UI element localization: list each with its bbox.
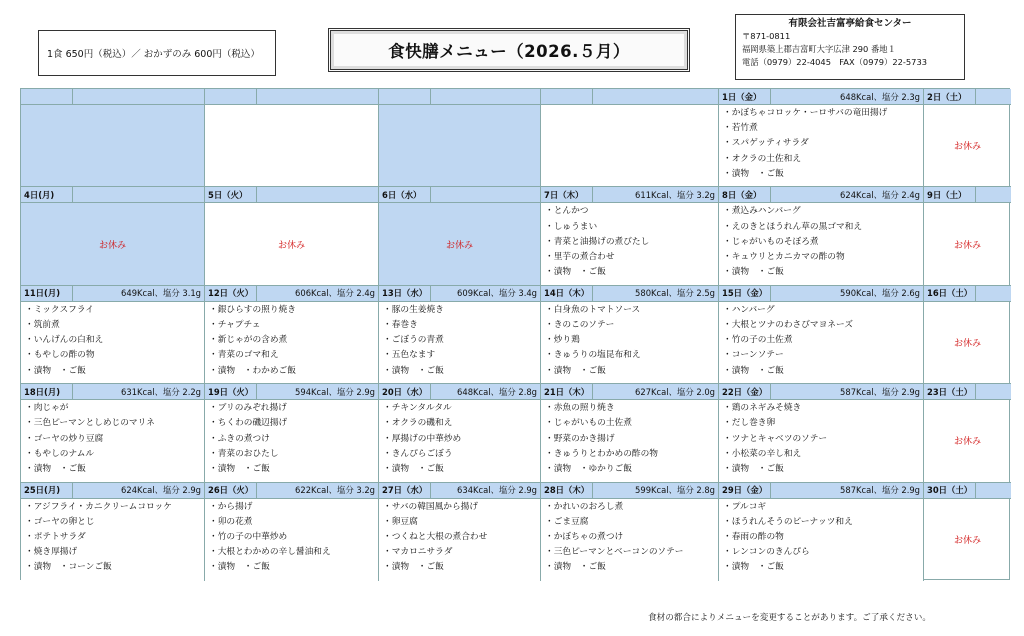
menu-item: ・大根とわかめの辛し醤油和え: [209, 547, 331, 558]
menu-list: [719, 105, 923, 186]
day-header: [719, 286, 923, 302]
day-header: [21, 384, 204, 400]
menu-list: [541, 203, 718, 284]
day-header: [924, 89, 1011, 105]
title-frame: [328, 28, 690, 72]
menu-item: ・新じゃがの含め煮: [209, 335, 288, 346]
day-date: 11日(月): [21, 286, 73, 301]
day-header: [379, 187, 540, 203]
menu-item: ・ほうれんそうのピーナッツ和え: [723, 516, 853, 527]
column-tuesday: [205, 89, 379, 581]
menu-item: ・竹の子の中華炒め: [209, 531, 288, 542]
day-cell: [719, 89, 923, 187]
day-date: 20日（水）: [379, 384, 431, 399]
menu-item: ・プルコギ: [723, 501, 767, 512]
menu-item: ・いんげんの白和え: [25, 335, 104, 346]
column-wednesday: [379, 89, 541, 581]
menu-item: ・漬物 ・ご飯: [25, 365, 86, 376]
menu-list: [541, 499, 718, 581]
day-nutrition: 648Kcal、塩分 2.8g: [457, 386, 537, 397]
day-cell: [541, 286, 718, 384]
company-name: 有限会社吉富亭給食センター: [788, 18, 912, 29]
menu-item: ・煮込みハンバーグ: [723, 206, 801, 217]
day-cell: [205, 89, 378, 187]
day-cell: [541, 483, 718, 581]
day-cell: [21, 89, 204, 187]
day-date: 12日（火）: [205, 286, 257, 301]
day-cell: [924, 187, 1011, 285]
day-date: 23日（土）: [924, 384, 976, 399]
menu-list: [379, 499, 540, 581]
day-nutrition: 606Kcal、塩分 2.4g: [295, 288, 375, 299]
day-cell: [21, 384, 204, 482]
menu-item: ・しゅうまい: [545, 221, 598, 232]
menu-item: ・ごま豆腐: [545, 516, 589, 527]
day-header: [205, 187, 378, 203]
day-date: [541, 89, 593, 104]
day-header: [719, 483, 923, 499]
day-date: 4日(月): [21, 187, 73, 202]
menu-item: ・漬物 ・ご飯: [209, 463, 270, 474]
day-header: [205, 483, 378, 499]
day-header: [21, 89, 204, 105]
day-nutrition: 587Kcal、塩分 2.9g: [840, 485, 920, 496]
menu-item: ・青菜のおひたし: [209, 448, 279, 459]
menu-item: ・豚の生姜焼き: [383, 304, 444, 315]
day-header: [541, 483, 718, 499]
day-cell: [719, 187, 923, 285]
holiday-label: お休み: [379, 203, 540, 284]
day-nutrition: 649Kcal、塩分 3.1g: [121, 288, 201, 299]
menu-item: ・オクラの土佐和え: [723, 153, 802, 164]
day-cell: [719, 286, 923, 384]
menu-item: ・漬物 ・ご飯: [723, 267, 784, 278]
holiday-label: お休み: [953, 437, 981, 448]
day-nutrition: [431, 187, 540, 202]
day-date: 5日（火）: [205, 187, 257, 202]
menu-item: ・きゅうりとわかめの酢の物: [545, 448, 658, 459]
menu-item: ・だし巻き卵: [723, 418, 776, 429]
menu-item: ・ごぼうの青煮: [383, 335, 444, 346]
menu-item: ・じゃがいものそぼろ煮: [723, 236, 819, 247]
day-header: [379, 89, 540, 105]
day-cell: [924, 384, 1011, 482]
menu-list: [205, 499, 378, 581]
empty-cell-body: [21, 105, 204, 186]
day-date: 7日（木）: [541, 187, 593, 202]
day-header: [541, 286, 718, 302]
menu-item: ・春巻き: [383, 319, 418, 330]
menu-item: ・竹の子の土佐煮: [723, 335, 793, 346]
day-header: [21, 187, 204, 203]
menu-list: [379, 400, 540, 481]
menu-item: ・チャプチェ: [209, 319, 261, 330]
day-cell: [205, 384, 378, 482]
menu-list: [719, 302, 923, 383]
day-cell: [924, 286, 1011, 384]
menu-item: ・漬物 ・わかめご飯: [209, 365, 296, 376]
menu-item: ・とんかつ: [545, 206, 589, 217]
menu-item: ・漬物 ・ゆかりご飯: [545, 463, 632, 474]
day-cell: [379, 384, 540, 482]
day-nutrition: [73, 89, 204, 104]
holiday-label: お休み: [953, 338, 981, 349]
menu-item: ・春雨の酢の物: [723, 531, 784, 542]
day-date: 8日（金）: [719, 187, 771, 202]
day-nutrition: [73, 187, 204, 202]
day-header: [924, 483, 1011, 499]
day-date: [205, 89, 257, 104]
day-nutrition: 599Kcal、塩分 2.8g: [635, 485, 715, 496]
day-date: 6日（水）: [379, 187, 431, 202]
menu-item: ・スパゲッティサラダ: [723, 138, 809, 149]
column-monday: [21, 89, 205, 581]
day-nutrition: 624Kcal、塩分 2.4g: [840, 189, 920, 200]
menu-list: [379, 302, 540, 383]
company-address: 福岡県築上郡吉富町大字広津 290 番地１: [742, 44, 896, 54]
menu-list: [719, 203, 923, 284]
day-header: [379, 286, 540, 302]
day-header: [205, 89, 378, 105]
menu-list: [21, 499, 204, 581]
day-date: 22日（金）: [719, 384, 771, 399]
day-header: [379, 384, 540, 400]
menu-item: ・かぼちゃの煮つけ: [545, 531, 624, 542]
day-cell: [379, 187, 540, 285]
menu-list: [205, 400, 378, 481]
day-date: 18日(月): [21, 384, 73, 399]
menu-item: ・小松菜の辛し和え: [723, 448, 802, 459]
day-nutrition: 634Kcal、塩分 2.9g: [457, 485, 537, 496]
holiday-label: お休み: [953, 240, 981, 251]
day-date: 15日（金）: [719, 286, 771, 301]
menu-item: ・青菜と油揚げの煮びたし: [545, 236, 650, 247]
menu-item: ・五色なます: [383, 350, 436, 361]
menu-item: ・きのこのソテー: [545, 319, 615, 330]
day-cell: [924, 483, 1011, 581]
menu-list: [21, 400, 204, 481]
menu-item: ・漬物 ・ご飯: [545, 562, 606, 573]
menu-item: ・オクラの磯和え: [383, 418, 453, 429]
price-text: 1食 650円（税込）／ おかずのみ 600円（税込）: [47, 49, 260, 60]
menu-item: ・肉じゃが: [25, 403, 69, 414]
menu-item: ・焼き厚揚げ: [25, 547, 78, 558]
menu-item: ・ふきの煮つけ: [209, 433, 270, 444]
day-nutrition: 580Kcal、塩分 2.5g: [635, 288, 715, 299]
menu-item: ・里芋の煮合わせ: [545, 252, 615, 262]
menu-calendar: [20, 88, 1010, 580]
day-header: [719, 89, 923, 105]
menu-list: [541, 302, 718, 383]
day-date: 26日（火）: [205, 483, 257, 498]
day-nutrition: [257, 89, 378, 104]
day-header: [924, 187, 1011, 203]
menu-item: ・漬物 ・ご飯: [383, 365, 444, 376]
day-nutrition: [593, 89, 718, 104]
menu-item: ・ブリのみぞれ揚げ: [209, 403, 287, 414]
day-date: 29日（金）: [719, 483, 771, 498]
day-cell: [541, 187, 718, 285]
menu-list: [541, 400, 718, 481]
menu-item: ・銀ひらすの照り焼き: [209, 304, 296, 315]
day-nutrition: [976, 187, 1011, 202]
day-date: 9日（土）: [924, 187, 976, 202]
menu-item: ・きんぴらごぼう: [383, 448, 453, 459]
menu-item: ・えのきとほうれん草の黒ゴマ和え: [723, 221, 862, 232]
day-nutrition: [976, 384, 1011, 399]
day-date: 1日（金）: [719, 89, 771, 104]
menu-item: ・ハンバーグ: [723, 304, 775, 315]
menu-item: ・筑前煮: [25, 319, 60, 330]
menu-item: ・青菜のゴマ和え: [209, 350, 279, 361]
day-header: [21, 286, 204, 302]
menu-item: ・漬物 ・ご飯: [723, 365, 784, 376]
day-cell: [541, 89, 718, 187]
menu-item: ・漬物 ・ご飯: [723, 168, 784, 179]
menu-item: ・ポテトサラダ: [25, 531, 86, 542]
menu-item: ・漬物 ・ご飯: [545, 267, 606, 278]
menu-item: ・ゴーヤの卵とじ: [25, 516, 95, 527]
menu-item: ・コーンソテー: [723, 350, 784, 361]
menu-item: ・もやしのナムル: [25, 448, 95, 459]
day-cell: [21, 187, 204, 285]
menu-item: ・漬物 ・ご飯: [209, 562, 270, 573]
day-cell: [719, 483, 923, 581]
day-nutrition: 611Kcal、塩分 3.2g: [635, 189, 715, 200]
day-date: 28日（木）: [541, 483, 593, 498]
menu-item: ・キュウリとカニカマの酢の物: [723, 252, 845, 262]
holiday-label: お休み: [277, 240, 305, 251]
day-header: [21, 483, 204, 499]
empty-cell-body: [541, 105, 718, 186]
column-thursday: [541, 89, 719, 581]
price-box: [38, 30, 276, 76]
company-phone: 電話（0979）22-4045 FAX（0979）22-5733: [742, 57, 928, 67]
day-header: [719, 384, 923, 400]
day-nutrition: 627Kcal、塩分 2.0g: [635, 386, 715, 397]
menu-item: ・漬物 ・ご飯: [545, 365, 606, 376]
day-date: 16日（土）: [924, 286, 976, 301]
day-nutrition: 631Kcal、塩分 2.2g: [121, 386, 201, 397]
day-header: [541, 384, 718, 400]
menu-item: ・漬物 ・ご飯: [25, 463, 86, 474]
day-cell: [379, 483, 540, 581]
day-header: [924, 286, 1011, 302]
day-nutrition: 594Kcal、塩分 2.9g: [295, 386, 375, 397]
menu-item: ・漬物 ・コーンご飯: [25, 562, 112, 573]
menu-item: ・きゅうりの塩昆布和え: [545, 350, 641, 361]
menu-item: ・若竹煮: [723, 123, 758, 134]
company-postal: 〒871-0811: [742, 31, 791, 41]
day-header: [379, 483, 540, 499]
day-nutrition: 590Kcal、塩分 2.6g: [840, 288, 920, 299]
day-date: 2日（土）: [924, 89, 976, 104]
menu-item: ・赤魚の照り焼き: [545, 403, 615, 414]
day-date: 21日（木）: [541, 384, 593, 399]
day-cell: [205, 187, 378, 285]
holiday-label: お休み: [953, 142, 981, 153]
menu-item: ・ミックスフライ: [25, 304, 94, 315]
page-title: 食快膳メニュー（2026.５月）: [388, 42, 630, 61]
menu-item: ・レンコンのきんぴら: [723, 547, 810, 558]
day-nutrition: 648Kcal、塩分 2.3g: [840, 91, 920, 102]
menu-item: ・炒り鶏: [545, 335, 580, 346]
company-box: [735, 14, 965, 80]
menu-item: ・サバの韓国風から揚げ: [383, 501, 479, 512]
menu-item: ・かぼちゃコロッケ・ーロサバの竜田揚げ: [723, 108, 888, 118]
menu-item: ・漬物 ・ご飯: [723, 463, 784, 474]
menu-item: ・アジフライ・カニクリームコロッケ: [25, 501, 172, 512]
day-date: 14日（木）: [541, 286, 593, 301]
menu-item: ・じゃがいもの土佐煮: [545, 418, 632, 429]
holiday-label: お休み: [21, 203, 204, 284]
day-header: [541, 187, 718, 203]
menu-item: ・かれいのおろし煮: [545, 501, 624, 512]
day-nutrition: 622Kcal、塩分 3.2g: [295, 485, 375, 496]
menu-list: [719, 499, 923, 581]
menu-list: [21, 302, 204, 383]
menu-item: ・白身魚のトマトソース: [545, 304, 641, 315]
menu-item: ・野菜のかき揚げ: [545, 433, 615, 444]
day-date: [379, 89, 431, 104]
day-cell: [21, 286, 204, 384]
menu-item: ・三色ピーマンとベーコンのソテー: [545, 547, 684, 558]
day-date: 30日（土）: [924, 483, 976, 498]
menu-item: ・漬物 ・ご飯: [723, 562, 784, 573]
day-cell: [924, 89, 1011, 187]
day-header: [205, 286, 378, 302]
day-date: [21, 89, 73, 104]
menu-list: [719, 400, 923, 481]
day-date: 13日（水）: [379, 286, 431, 301]
empty-cell-body: [379, 105, 540, 186]
day-date: 25日(月): [21, 483, 73, 498]
day-nutrition: 609Kcal、塩分 3.4g: [457, 288, 537, 299]
day-header: [719, 187, 923, 203]
day-header: [924, 384, 1011, 400]
menu-list: [205, 302, 378, 383]
day-nutrition: [976, 286, 1011, 301]
column-saturday: [924, 89, 1011, 581]
day-cell: [205, 286, 378, 384]
menu-item: ・大根とツナのわさびマヨネーズ: [723, 319, 853, 330]
holiday-label: お休み: [953, 536, 981, 547]
menu-item: ・ツナとキャベツのソテー: [723, 433, 828, 444]
day-header: [205, 384, 378, 400]
day-cell: [205, 483, 378, 581]
day-cell: [541, 384, 718, 482]
footer-note: 食材の都合によりメニューを変更することがあります。ご了承ください。: [648, 613, 931, 623]
day-nutrition: [257, 187, 378, 202]
menu-item: ・チキンタルタル: [383, 403, 452, 414]
day-cell: [379, 286, 540, 384]
column-friday: [719, 89, 924, 581]
day-nutrition: [976, 483, 1011, 498]
day-date: 27日（水）: [379, 483, 431, 498]
menu-item: ・つくねと大根の煮合わせ: [383, 531, 488, 542]
menu-item: ・漬物 ・ご飯: [383, 463, 444, 474]
menu-item: ・漬物 ・ご飯: [383, 562, 444, 573]
day-cell: [379, 89, 540, 187]
day-header: [541, 89, 718, 105]
menu-item: ・厚揚げの中華炒め: [383, 433, 462, 444]
menu-item: ・三色ピーマンとしめじのマリネ: [25, 418, 155, 429]
menu-item: ・から揚げ: [209, 501, 253, 512]
menu-item: ・もやしの酢の物: [25, 350, 95, 361]
menu-item: ・卵豆腐: [383, 516, 418, 527]
menu-item: ・鶏のネギみそ焼き: [723, 403, 802, 414]
menu-item: ・マカロニサラダ: [383, 547, 453, 558]
day-nutrition: 624Kcal、塩分 2.9g: [121, 485, 201, 496]
empty-cell-body: [205, 105, 378, 186]
day-cell: [719, 384, 923, 482]
day-cell: [21, 483, 204, 581]
day-nutrition: [976, 89, 1011, 104]
menu-item: ・ゴーヤの炒り豆腐: [25, 433, 104, 444]
menu-item: ・ちくわの磯辺揚げ: [209, 418, 288, 429]
day-nutrition: [431, 89, 540, 104]
day-nutrition: 587Kcal、塩分 2.9g: [840, 386, 920, 397]
day-date: 19日（火）: [205, 384, 257, 399]
menu-item: ・卯の花煮: [209, 516, 253, 527]
